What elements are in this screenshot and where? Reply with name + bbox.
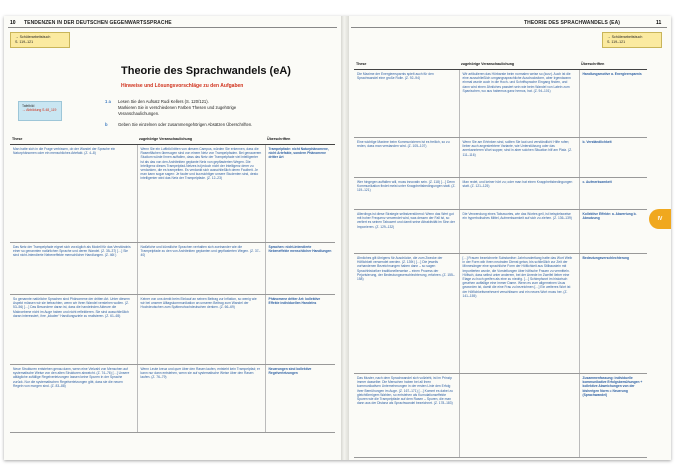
left-header-rule	[8, 27, 337, 28]
illustration-cell: Keiner von uns denkt beim Einkauf an seinen Beitrag zur Inflation, so wenig wie wir bei unserer Alltagskommunikation an unseren Beitrag zum Wandel der Hochdeutschen zum Spätneuhochdeutschen denken. (Z. 66–69)	[137, 295, 265, 365]
table-row	[354, 138, 647, 178]
task-number: b	[105, 122, 108, 127]
right-running-head: THEORIE DES SPRACHWANDELS (EA)	[524, 20, 621, 26]
table-row	[354, 210, 647, 254]
left-running-head: TENDENZEN IN DER DEUTSCHEN GEGENWARTSSPRACHE	[24, 20, 172, 26]
table-header-row	[10, 134, 335, 145]
illustration-cell: […] Frauen bezeichnete Substantive: Jahrhundertlang hatte das Wort Weib in der Form wib ihren neutralen Dienst getan, bis schließlich zur Zeit der Minnesänger eine sprachliche Form der Höflichkeit aus Stilbaustein mit Importierten wurde, die Vorstellungen über höfische Frauen zu vermitteln. Höfisch, dass selbst unter anderem, bei der Anrede im Zweifel lieber eine Etage zu hoch greifen als eine zu niedrig. […] Schimpfwort im historisch gesehen auffallige eine immer Dame. Wenn es zum allgemeinen Usus geworden ist, damit die eine Frau zu bezeichnen […] Ein weiteres Wort ist der Höflichkeitsmehrwert verschlissen und ein neues Wort muss her. (Z. 141–155)	[459, 254, 579, 374]
table-header-row	[354, 59, 647, 70]
thesis-cell: Die Maxime der Energieersparnis spielt auch für den Sprachwandel eine große Rolle. (Z. 92–94)	[354, 70, 459, 138]
illustration-cell: Wenn Sie ein Luftbild bitten von diesem Campus, würden Sie erkennen, dass die Rasenflächen übersogen sind von einem Netz von Trampelpfaden. Bei genauerem Studium würde Ihnen auffallen, dass das Netz der Trampelpfade viel intelligenter ist als das von den Architekten geplante Netz von gepflasterten Wegen. Die Intelligenz dieses Trampelpfad-Netzes ist jedoch nicht der Intelligenz derer zu verdanken, die es trampelten. Es verdankt sich ausschließlich deren Faulheit. Je man kann sogar sagen: Je fauler und kurzsichtiger unsere Studenten sind, desto intelligenter wird das Netz der Trampelpfade. (Z. 12–23)	[137, 145, 265, 243]
table-row	[354, 254, 647, 374]
page-title: Theorie des Sprachwandels (eA)	[121, 65, 291, 77]
thesis-cell: Neue Strukturen entstehen genau dann, wenn eine Vielzahl von Menschen auf systematische Weise von den alten Strukturen abweicht. (Z. 74–76) […] Unsere alltägliche zufällige Regelverletzungen lassen keine Spuren in der Sprache zurück. Nur die systematischen Regelverletzungen gibt, dass sie die neuen Regeln von morgen sind. (Z. 83–88)	[10, 365, 137, 433]
tafelbild-label: Tafelbild	[22, 104, 35, 108]
tafelbild-ref: → Abbildung S.48_119	[22, 108, 57, 112]
illustration-cell: Man redet, und keiner hört zu; oder man hat einen Knappheitsbedingungen statt. (Z. 121–125)	[459, 178, 579, 210]
table-row	[10, 295, 335, 365]
book-spread	[4, 16, 671, 460]
thesis-cell: Ähnliches gilt übrigens für Ausdrücke, die zum Zwecke der Höflichkeit verwendet werden. (Z. 139f.) […] Die jeweils vorhandenen Bezeichnungen haben dann – so sagen Sprachhistoriker traditionellerweise – einen Prozess der Pejorisierung, der Bedeutungsverschlechterung, erfahren. (Z. 155–158)	[354, 254, 459, 374]
illustration-cell: Die Verwendung eines Tabuwortes, wie das Wortes geil, ist beispielsweise ein hyperbolisches Mittel, Aufmerksamkeit auf sich zu ziehen. (Z. 136–139)	[459, 210, 579, 254]
thesis-cell: So genannte natürliche Sprachen sind Phänomene der dritten Art. Unter diesem Aspekt müssen wir sie betrachten, wenn wir ihren Wandel verstehen wollen. (Z. 53–56) […] Das Besondere daran ist, dass die handelnden Akteure die Makroebene nicht im Auge haben und nicht reflektieren. Sie sind ausschließlich daran interessiert, ihre „lokalen“ Handlungsziele zu realisieren. (Z. 61–65)	[10, 295, 137, 365]
task-1b	[105, 122, 325, 128]
right-book-reference	[602, 32, 662, 48]
task-text: Lesen Sie den Aufsatz Rudi Kellers (S. 120/121).	[118, 99, 209, 104]
heading-cell: Zusammenfassung: individuelle kommunikative Erfolgsbemühungen + kollektive Abweichungen von der bisherigen Norm = Neuerung (Sprachwandel)	[579, 374, 647, 458]
task-text: Veranschaulichungen.	[118, 111, 160, 116]
left-thesis-table	[10, 134, 335, 433]
header-these: These	[354, 59, 459, 70]
left-book-reference	[10, 32, 70, 48]
thesis-cell: Wer hingegen auffallen will, muss innovativ sein. (Z. 118) […] Denn Kommunikation findet meist unter Knappheitsbedingungen statt. (Z. 119–121)	[354, 178, 459, 210]
tafelbild-box	[18, 101, 62, 121]
book-gutter	[341, 16, 349, 460]
book-ref-label: → Schülerarbeitsbuch	[607, 35, 643, 39]
heading-cell: Phänomene dritter Art: kollektive Effekte individuellen Handelns	[265, 295, 335, 365]
task-1a-line2	[105, 105, 325, 111]
thesis-cell: Das Muster, nach dem Sprachwandel sich vollzieht, ist im Prinzip immer dasselbe: Die Menschen haben bei all ihren kommunikativen Unternehmungen in der ersten Linie den Erfolg ihrer Bemühungen im Auge. (Z. 167–171) […] Kommt es dabei zu gleichförmigem Wahlen, so entstehen als Kumulationseffekte Spuren wie die Trampelpfade auf dem Rasen – Spuren, die man dann aus der Distanz als Sprachwandel bezeichnet. (Z. 178–183)	[354, 374, 459, 458]
heading-cell: Kollektive Effekte: a. Abwertung b. Abnutzung	[579, 210, 647, 254]
table-row	[354, 178, 647, 210]
task-number: 1 a	[105, 99, 111, 104]
table-row	[10, 243, 335, 295]
thesis-cell: Man hatte sich in die Frage verbissen, ob der Wandel der Sprache ein Naturphänomen oder ein menschliches Artefakt. (Z. 4–8)	[10, 145, 137, 243]
task-1a	[105, 99, 325, 105]
task-text: Markieren Sie in verschiedenen Farben Thesen und zugehörige	[118, 105, 237, 110]
header-veranschaulichung: zugehörige Veranschaulichung	[137, 134, 265, 145]
right-thesis-table	[354, 59, 647, 458]
header-these: These	[10, 134, 137, 145]
book-ref-label: → Schülerarbeitsbuch	[15, 35, 51, 39]
page-subtitle: Hinweise und Lösungsvorschläge zu den Aufgaben	[121, 83, 244, 89]
right-page-number: 11	[656, 20, 662, 26]
heading-cell: c. Aufmerksamkeit	[579, 178, 647, 210]
heading-cell: Bedeutungsverschlechterung	[579, 254, 647, 374]
table-row	[354, 70, 647, 138]
table-row	[10, 145, 335, 243]
heading-cell: Sprachen: nicht-intendierte Nebeneffekte menschlicher Handlungen	[265, 243, 335, 295]
table-row	[10, 365, 335, 433]
illustration-cell: Natürliche und künstliche Sprachen verhalten sich zueinander wie die Trampelpfade zu den von Architekten geplanten und gepflasterten Wegen. (Z. 37–40)	[137, 243, 265, 295]
chapter-tab-iv[interactable]: IV	[649, 209, 671, 229]
header-ueberschriften: Überschriften	[579, 59, 647, 70]
thesis-cell: Allerdings ist diese Strategie selbstzerstörend: Wenn das Wert gut mit hoher Frequenz verwendet wird, was dessen der Fall ist, so verliert es seinen Tabuwert und damit seine Attraktivität im Sinn der Imponieren. (Z. 129–132)	[354, 210, 459, 254]
left-page-number: 10	[10, 20, 16, 26]
book-ref-pages: S. 119–121	[607, 40, 626, 44]
thesis-cell: Eine wichtige Maxime beim Kommunizieren ist es freilich, so zu reden, dass man verstanden wird. (Z. 105–107)	[354, 138, 459, 178]
book-ref-pages: S. 119–121	[15, 40, 34, 44]
illustration-cell: Wir artikulieren das Hörbarste beim normalen weise so (kurz). Auch ist die eine ausschließlich umgangssprachliche Ausdrucksform, aber Irgendwann einmal wurde auch in die Hoch- und Schriftsprache Eingang finden, und dann wird einen Ähnliches passiert sein wie beim Wandel von Latein zum Spanischen, wo aus habemus ganz hemos, hat. (Z. 94–101)	[459, 70, 579, 138]
thesis-cell: Das Netz der Trampelpfade eignet sich vorzüglich als Modell für das Verständnis einer so genannten natürlichen Sprache und deren Wandel. (Z. 35–37) […] Sie sind nicht-intendierte Nebeneffekte menschlicher Handlungen. (Z. 46f.)	[10, 243, 137, 295]
illustration-cell: Wenn Leute kreuz und quer über den Rasen laufen, entsteht kein Trampelpfad; er kann nur dann entstehen, wenn sie auf systematische Weise über den Rasen laufen. (Z. 76–79)	[137, 365, 265, 433]
header-veranschaulichung: zugehörige Veranschaulichung	[459, 59, 579, 70]
task-1a-line3	[105, 111, 325, 117]
header-ueberschriften: Überschriften	[265, 134, 335, 145]
heading-cell: Handlungsmotive a. Energieersparnis	[579, 70, 647, 138]
table-row	[354, 374, 647, 458]
task-text: Geben Sie einzelnen oder zusammengehörigen Absätzen Überschriften.	[118, 122, 253, 127]
heading-cell: Neuerungen sind kollektive Regelverletzungen	[265, 365, 335, 433]
illustration-cell	[459, 374, 579, 458]
illustration-cell: Wenn Sie am Ertrinken sind, sollten Sie laut und verständlich! Hilfe rufen; lieber auch angestrebtere Variante, wie Unterstützung oder das anerkannteren Wort supper, sind in aber solchen Situation hilf am Platz. (Z. 111–116)	[459, 138, 579, 178]
heading-cell: Trampelpfade: nicht Naturphänomene, nicht Artefakte, sondern Phänomene dritter Art	[265, 145, 335, 243]
heading-cell: b. Verständlichkeit	[579, 138, 647, 178]
right-header-rule	[351, 27, 667, 28]
